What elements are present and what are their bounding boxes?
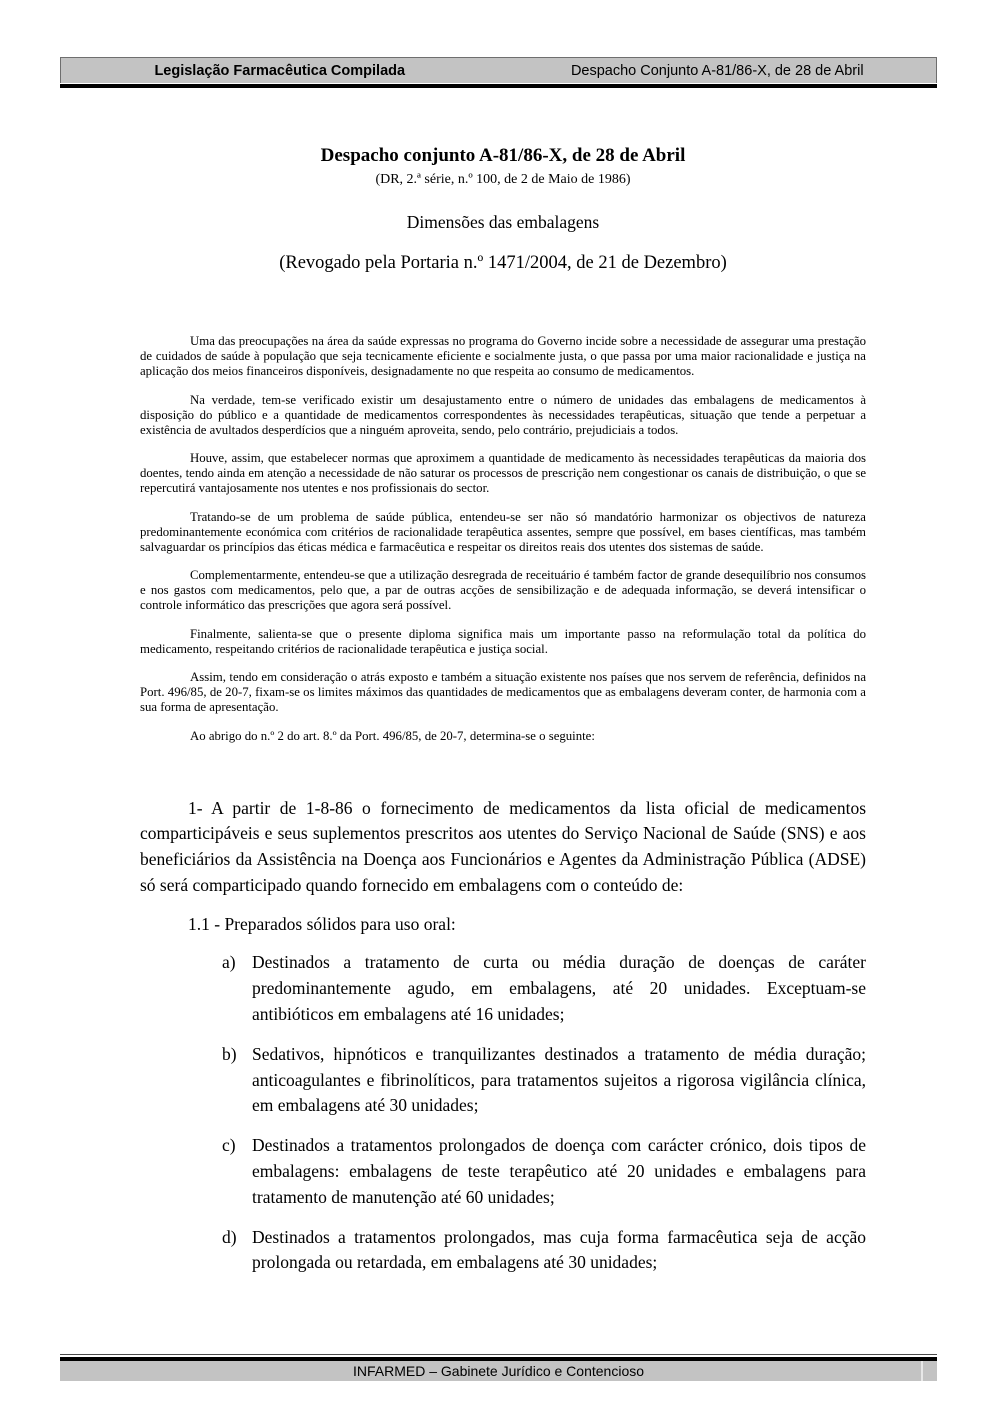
page-header — [60, 57, 937, 88]
footer-bar — [60, 1357, 937, 1381]
preamble-paragraph: Assim, tendo em consideração o atrás exposto e também a situação existente nos países que nos servem de referência, definidos na Port. 496/85, de 20-7, fixam-se os limites máximos das quantidades de medicamentos que as embalagens deveram conter, de harmonia com a sua forma de apresentação. — [140, 670, 866, 714]
preamble-paragraph: Tratando-se de um problema de saúde pública, entendeu-se ser não só mandatório harmonizar os objectivos de natureza predominantemente económica com critérios de racionalidade terapêutica assentes, sempre que possível, em bases científicas, mas também salvaguardar os princípios das éticas médica e farmacêutica e respeitar os direitos reais dos utentes dos sistemas de saúde. — [140, 509, 866, 554]
section-1: 1- A partir de 1-8-86 o fornecimento de medicamentos da lista oficial de medicamentos comparticipáveis e seus suplementos prescritos aos utentes do Serviço Nacional de Saúde (SNS) e aos beneficiários da Assistência na Doença aos Funcionários e Agentes da Administração Pública (ADSE) só será comparticipado quando fornecido em embalagens com o conteúdo de: — [140, 797, 866, 895]
preamble-paragraph: Ao abrigo do n.º 2 do art. 8.º da Port. 496/85, de 20-7, determina-se o seguinte: — [190, 728, 595, 743]
dispositive-section — [140, 796, 866, 1277]
document-body — [140, 145, 866, 1290]
document-dr-reference: (DR, 2.ª série, n.º 100, de 2 de Maio de 1986) — [375, 172, 631, 187]
list-item-b — [222, 1042, 866, 1119]
header-collection-title: Legislação Farmacêutica Compilada — [154, 62, 406, 79]
list-item-label: d) — [222, 1226, 237, 1247]
section-1-1: 1.1 - Preparados sólidos para uso oral: — [188, 913, 456, 934]
preamble-section — [140, 334, 866, 744]
list-item-text: Destinados a tratamentos prolongados, mas cuja forma farmacêutica seja de acção prolongada ou retardada, em embalagens até 30 unidades; — [252, 1226, 866, 1273]
document-revocation-note: (Revogado pela Portaria n.º 1471/2004, de 21 de Dezembro) — [279, 253, 727, 273]
list-item-label: c) — [222, 1135, 236, 1156]
list-item-a — [222, 950, 866, 1027]
list-item-c — [222, 1133, 866, 1210]
header-bar — [60, 57, 937, 83]
preamble-paragraph: Finalmente, salienta-se que o presente diploma significa mais um importante passo na reformulação total da política do medicamento, respeitando critérios de racionalidade terapêutica e justiça social. — [140, 626, 866, 656]
footer-label: INFARMED – Gabinete Jurídico e Contencioso — [352, 1363, 645, 1379]
document-subject: Dimensões das embalagens — [406, 212, 600, 232]
preamble-paragraph: Uma das preocupações na área da saúde expressas no programa do Governo incide sobre a necessidade de assegurar uma prestação de cuidados de saúde à população que seja tecnicamente eficiente e socialmente justa, o que passa por uma maior racionalidade e justiça na aplicação dos meios financeiros disponíveis, designadamente no que respeita ao consumo de medicamentos. — [140, 334, 866, 378]
preamble-paragraph: Na verdade, tem-se verificado existir um desajustamento entre o número de unidades das embalagens de medicamentos à disposição do público e a quantidade de medicamentos correspondentes às necessidades terapêuticas, situação que tende a perpetuar a existência de avultados desperdícios que a ninguém aproveita, sendo, pelo contrário, prejudiciais a todos. — [140, 392, 866, 437]
list-item-label: b) — [222, 1043, 237, 1064]
document-title: Despacho conjunto A-81/86-X, de 28 de Abril — [320, 145, 686, 166]
list-item-d — [222, 1225, 866, 1277]
list-item-label: a) — [222, 952, 236, 973]
list-item-text: Destinados a tratamento de curta ou média duração de doenças de caráter predominantemente agudo, em embalagens, até 20 unidades. Exceptuam-se antibióticos em embalagens até 16 unidades; — [252, 952, 866, 1025]
page-footer — [60, 1354, 937, 1381]
preamble-paragraph: Complementarmente, entendeu-se que a utilização desregrada de receituário é também factor de grande desequilíbrio nos consumos e nos gastos com medicamentos, pelo que, a par de outras acções de sensibilização e de adequada informação, se deverá intensificar o controle informático das prescrições que agora será possível. — [140, 568, 866, 612]
list-item-text: Destinados a tratamentos prolongados de doença com carácter crónico, dois tipos de embalagens: embalagens de teste terapêutico até 20 unidades e embalagens para tratamento de manutenção até 60 unidades; — [252, 1135, 866, 1207]
header-rule — [60, 84, 937, 88]
header-document-title: Despacho Conjunto A-81/86-X, de 28 de Abril — [570, 62, 864, 79]
list-item-text: Sedativos, hipnóticos e tranquilizantes destinados a tratamento de média duração; anticoagulantes e fibrinolíticos, para tratamentos sujeitos a rigorosa vigilância clínica, em embalagens até 30 unidades; — [252, 1043, 866, 1116]
preamble-paragraph: Houve, assim, que estabelecer normas que aproximem a quantidade de medicamento às necessidades terapêuticas da maioria dos doentes, tendo ainda em atenção a necessidade de não saturar os processos de prescrição nem congestionar os canais de distribuição, o que se repercutirá vantajosamente nos utentes e nos profissionais do sector. — [140, 451, 866, 495]
